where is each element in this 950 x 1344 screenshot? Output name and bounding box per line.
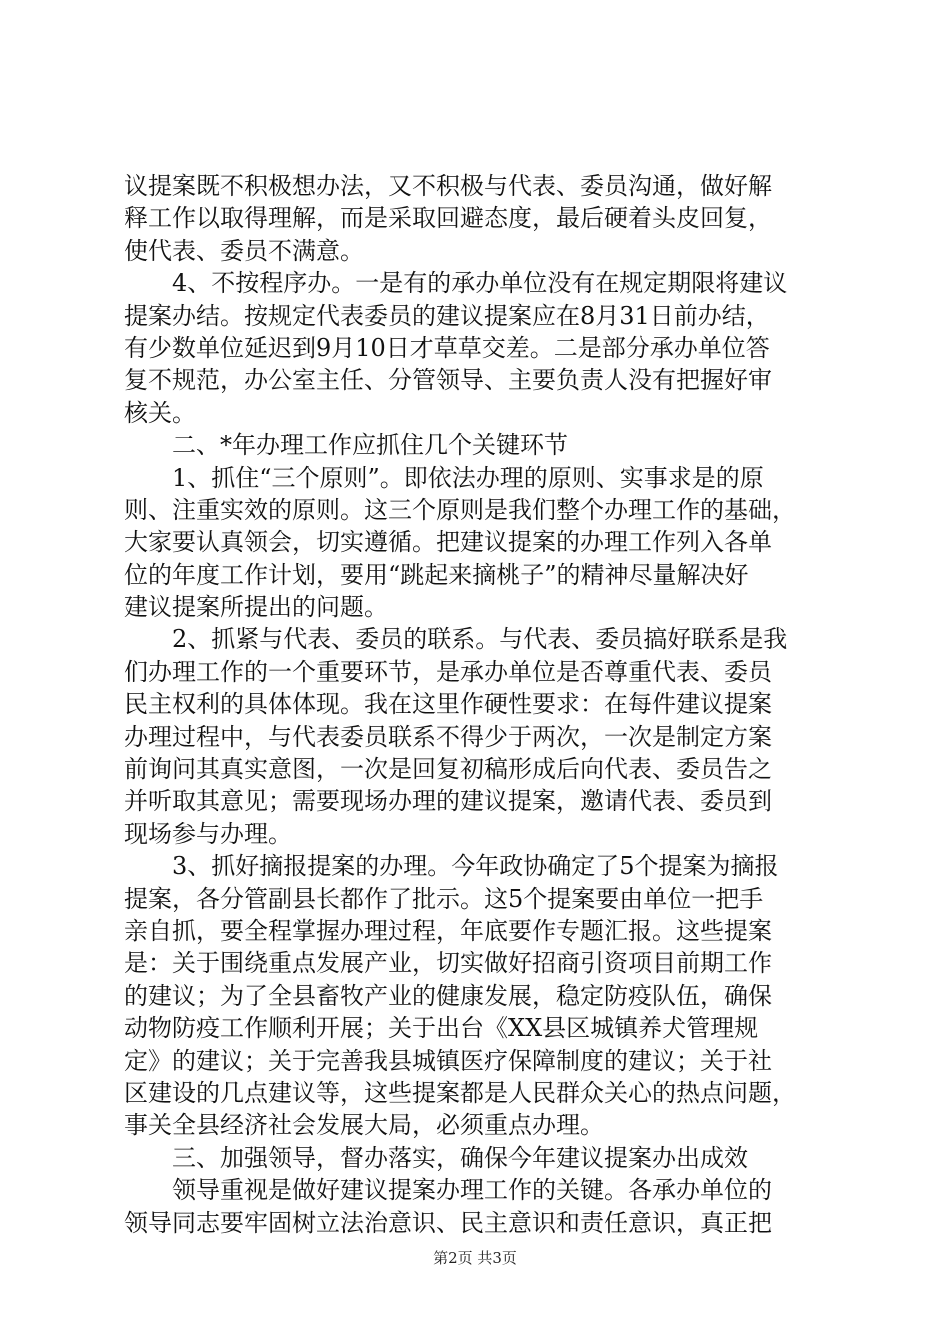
page-footer — [0, 1248, 950, 1268]
text-line: 领导同志要牢固树立法治意识、民主意识和责任意识，真正把 — [124, 1208, 772, 1237]
text-line: 则、注重实效的原则。这三个原则是我们整个办理工作的基础， — [124, 495, 796, 524]
text-line: 并听取其意见；需要现场办理的建议提案，邀请代表、委员到 — [124, 787, 772, 816]
text-line: 事关全县经济社会发展大局，必须重点办理。 — [124, 1111, 604, 1140]
text-line: 办理过程中，与代表委员联系不得少于两次，一次是制定方案 — [124, 722, 772, 751]
paragraph-start-line: 1、抓住“三个原则”。即依法办理的原则、实事求是的原 — [172, 463, 764, 492]
text-line: 区建设的几点建议等，这些提案都是人民群众关心的热点问题， — [124, 1078, 796, 1107]
text-line: 定》的建议；关于完善我县城镇医疗保障制度的建议；关于社 — [124, 1046, 772, 1075]
text-line: 大家要认真领会，切实遵循。把建议提案的办理工作列入各单 — [124, 528, 772, 557]
document-body — [124, 170, 834, 1239]
paragraph-start-line: 领导重视是做好建议提案办理工作的关键。各承办单位的 — [172, 1176, 772, 1205]
text-line: 使代表、委员不满意。 — [124, 236, 364, 265]
text-line: 议提案既不积极想办法，又不积极与代表、委员沟通，做好解 — [124, 172, 772, 200]
text-line: 有少数单位延迟到9月10日才草草交差。二是部分承办单位答 — [124, 333, 770, 362]
text-line: 的建议；为了全县畜牧产业的健康发展，稳定防疫队伍，确保 — [124, 981, 772, 1010]
text-line: 建议提案所提出的问题。 — [124, 593, 388, 622]
text-line: 复不规范，办公室主任、分管领导、主要负责人没有把握好审 — [124, 366, 772, 395]
paragraph-start-line: 2、抓紧与代表、委员的联系。与代表、委员搞好联系是我 — [172, 625, 788, 654]
page-number-label: 第2页 共3页 — [433, 1249, 517, 1267]
paragraph-start-line: 4、不按程序办。一是有的承办单位没有在规定期限将建议 — [172, 269, 788, 298]
paragraph-start-line: 3、抓好摘报提案的办理。今年政协确定了5个提案为摘报 — [172, 852, 779, 881]
text-line: 核关。 — [124, 398, 196, 427]
text-line: 是：关于围绕重点发展产业，切实做好招商引资项目前期工作 — [124, 949, 772, 978]
text-line: 提案，各分管副县长都作了批示。这5个提案要由单位一把手 — [124, 884, 764, 913]
text-line: 位的年度工作计划，要用“跳起来摘桃子”的精神尽量解决好 — [124, 560, 749, 589]
text-line: 现场参与办理。 — [124, 819, 292, 848]
text-line: 亲自抓，要全程掌握办理过程，年底要作专题汇报。这些提案 — [124, 916, 772, 945]
text-line: 前询问其真实意图，一次是回复初稿形成后向代表、委员告之 — [124, 755, 772, 784]
section-heading: 三、加强领导，督办落实，确保今年建议提案办出成效 — [172, 1143, 748, 1172]
text-line: 们办理工作的一个重要环节，是承办单位是否尊重代表、委员 — [124, 657, 772, 686]
text-line: 民主权利的具体体现。我在这里作硬性要求：在每件建议提案 — [124, 690, 772, 719]
section-heading: 二、*年办理工作应抓住几个关键环节 — [172, 431, 568, 460]
text-line: 动物防疫工作顺利开展；关于出台《XX县区城镇养犬管理规 — [124, 1014, 759, 1043]
text-line: 释工作以取得理解，而是采取回避态度，最后硬着头皮回复， — [124, 204, 772, 233]
text-line: 提案办结。按规定代表委员的建议提案应在8月31日前办结， — [124, 301, 770, 330]
